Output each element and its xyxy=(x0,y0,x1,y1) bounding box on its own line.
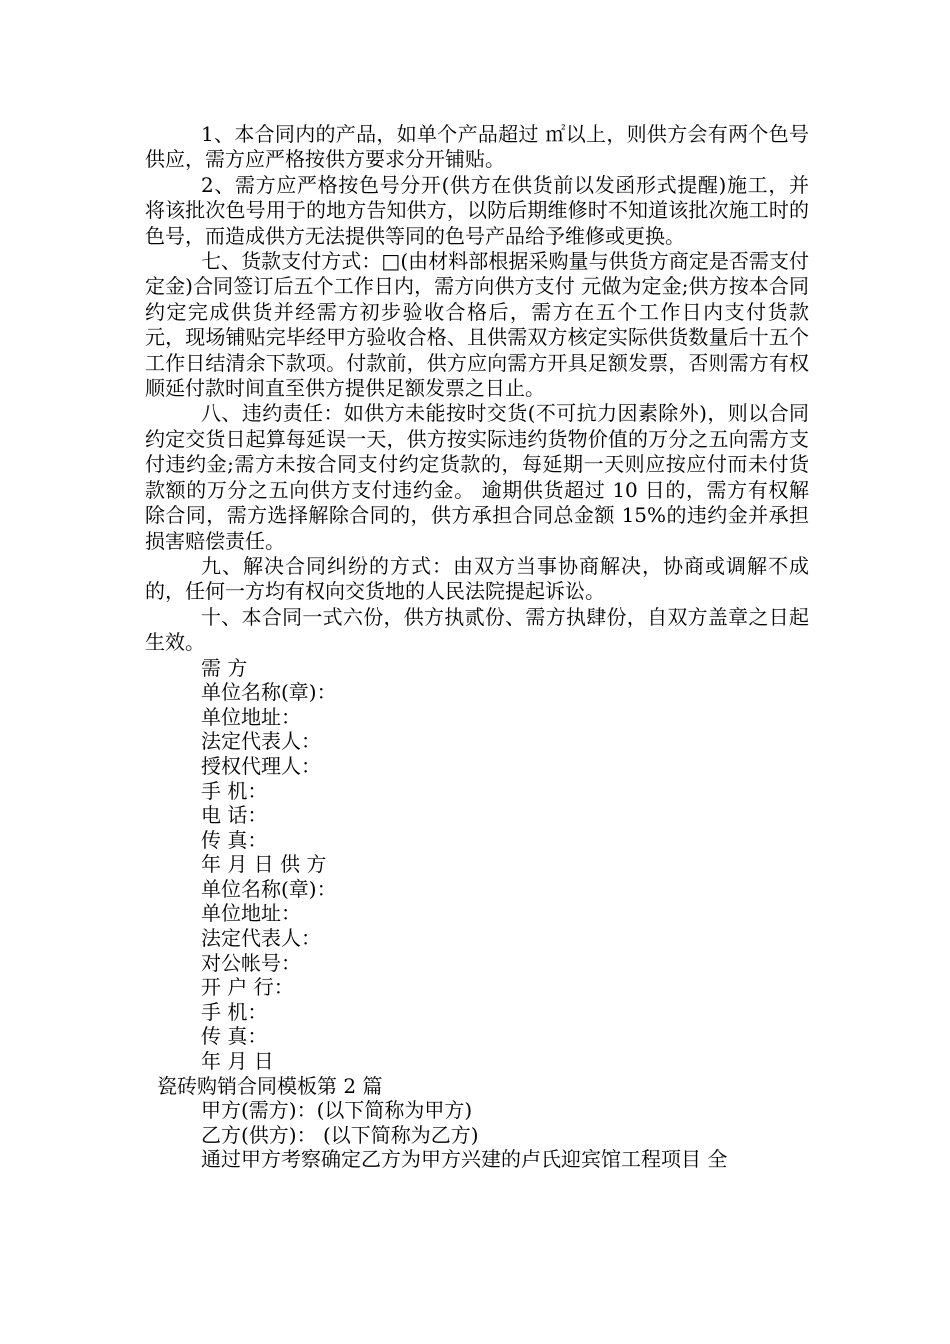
clause-dispute: 九、解决合同纠纷的方式：由双方当事协商解决，协商或调解不成的，任何一方均有权向交货地的人民法院提起诉讼。 xyxy=(145,553,809,604)
buyer-address-field: 单位地址： xyxy=(201,704,301,729)
clause-effect: 十、本合同一式六份，供方执贰份、需方执肆份，自双方盖章之日起生效。 xyxy=(145,604,809,655)
supplier-bank-field: 开 户 行： xyxy=(201,975,294,1000)
supplier-mobile-field: 手 机： xyxy=(201,999,268,1024)
party-b-line: 乙方(供方)： (以下简称为乙方) xyxy=(201,1122,479,1147)
clause-liability: 八、违约责任：如供方未能按时交货(不可抗力因素除外)，则以合同约定交货日起算每延误一天，供方按实际违约货物价值的万分之五向需方支付违约金;需方未按合同支付约定货款的，每延期一天则应按应付而未付货款额的万分之五向供方支付违约金。 逾期供货超过 10 日的，需方有权解除合同，需方选择解除合同的，供方承担合同总金额 15%的违约金并承担损害赔偿责任。 xyxy=(145,401,809,553)
document-page xyxy=(145,122,809,1172)
intro-line: 通过甲方考察确定乙方为甲方兴建的卢氏迎宾馆工程项目 全 xyxy=(201,1147,728,1172)
section-title: 瓷砖购销合同模板第 2 篇 xyxy=(157,1073,383,1098)
buyer-agent-field: 授权代理人： xyxy=(201,753,321,778)
supplier-fax-field: 传 真： xyxy=(201,1024,268,1049)
buyer-fax-field: 传 真： xyxy=(201,827,268,852)
clause-2: 2、需方应严格按色号分开(供方在供货前以发函形式提醒)施工，并将该批次色号用于的地方告知供方，以防后期维修时不知道该批次施工时的色号，而造成供方无法提供等同的色号产品给予维修或更换。 xyxy=(145,172,809,248)
date-supplier-label: 年 月 日 供 方 xyxy=(201,852,327,877)
clause-1: 1、本合同内的产品，如单个产品超过 ㎡以上，则供方会有两个色号供应，需方应严格按供方要求分开铺贴。 xyxy=(145,122,809,172)
supplier-company-field: 单位名称(章)： xyxy=(201,876,337,901)
signature-block xyxy=(145,656,809,1074)
buyer-mobile-field: 手 机： xyxy=(201,778,268,803)
supplier-address-field: 单位地址： xyxy=(201,901,301,926)
buyer-legal-rep-field: 法定代表人： xyxy=(201,729,321,754)
supplier-legal-rep-field: 法定代表人： xyxy=(201,926,321,951)
buyer-phone-field: 电 话： xyxy=(201,803,268,828)
clause-payment: 七、货款支付方式：□(由材料部根据采购量与供货方商定是否需支付定金)合同签订后五个工作日内，需方向供方支付 元做为定金;供方按本合同约定完成供货并经需方初步验收合格后，需方在五个工作日内支付货款 元，现场铺贴完毕经甲方验收合格、且供需双方核定实际供货数量后十五个工作日结清余下款项。付款前，供方应向需方开具足额发票，否则需方有权顺延付款时间直至供方提供足额发票之日止。 xyxy=(145,249,809,401)
buyer-label: 需 方 xyxy=(201,655,248,680)
buyer-company-field: 单位名称(章)： xyxy=(201,680,337,705)
date-label: 年 月 日 xyxy=(201,1049,274,1074)
supplier-account-field: 对公帐号： xyxy=(201,950,301,975)
party-a-line: 甲方(需方)：(以下简称为甲方) xyxy=(201,1098,473,1123)
